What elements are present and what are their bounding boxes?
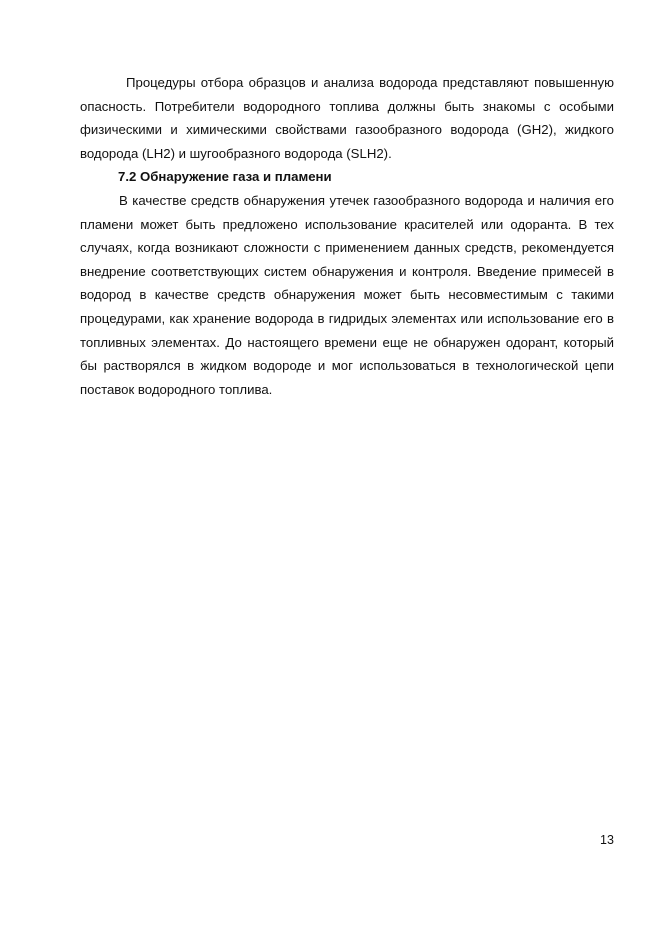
body-text: [80, 71, 614, 401]
paragraph-gas-flame-detection: В качестве средств обнаружения утечек газообразного водорода и наличия его пламени может быть предложено использование красителей или одоранта. В тех случаях, когда возникают сложности с применением данных средств, рекомендуется внедрение соответствующих систем обнаружения и контроля. Введение примесей в водород в качестве средств обнаружения может быть несовместимым с такими процедурами, как хранение водорода в гидридых элементах или использование его в топливных элементах. До настоящего времени еще не обнаружен одорант, который бы растворялся в жидком водороде и мог использоваться в технологической цепи поставок водородного топлива.: [80, 192, 614, 397]
section-heading: 7.2 Обнаружение газа и пламени: [118, 169, 332, 185]
paragraph-hydrogen-sampling: Процедуры отбора образцов и анализа водорода представляют повышенную опасность. Потребители водородного топлива должны быть знакомы с особыми физическими и химическими свойствами газообразного водорода (GH2), жидкого водорода (LH2) и шугообразного водорода (SLH2).: [80, 75, 614, 161]
page-number: 13: [600, 833, 614, 847]
